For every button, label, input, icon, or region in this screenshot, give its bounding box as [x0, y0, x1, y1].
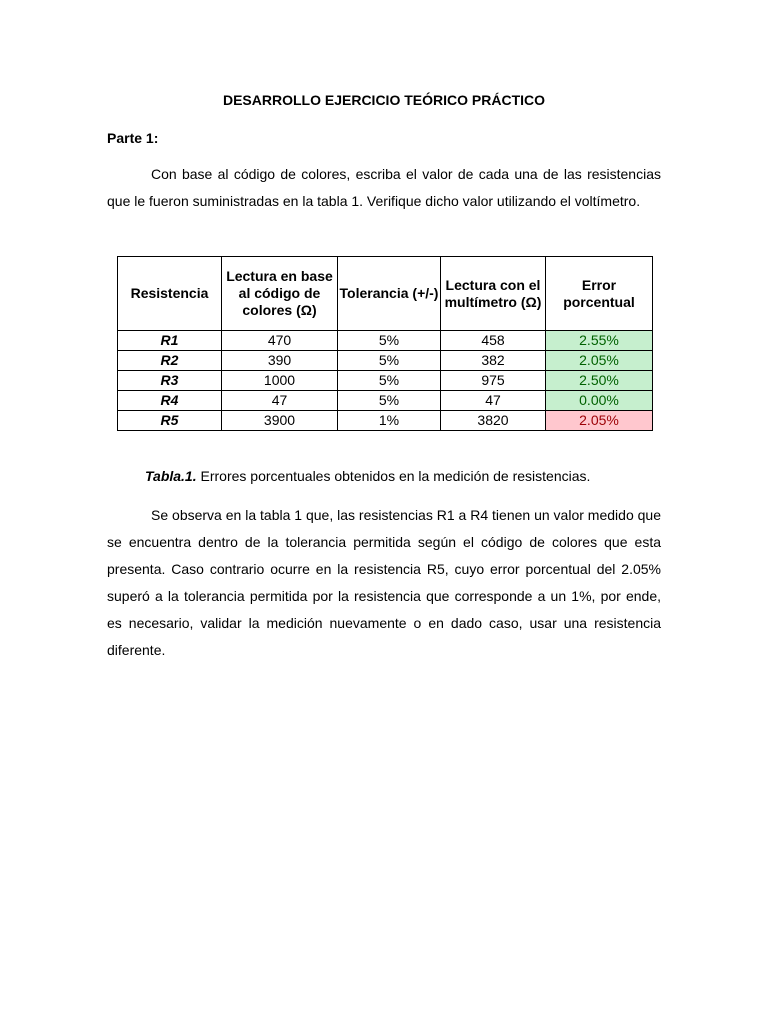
header-tolerance: Tolerancia (+/-) — [338, 257, 441, 331]
section-heading: Parte 1: — [107, 130, 159, 146]
cell-tolerance: 1% — [338, 411, 441, 431]
cell-tolerance: 5% — [338, 331, 441, 351]
cell-tolerance: 5% — [338, 391, 441, 411]
table-caption — [145, 468, 590, 484]
cell-error: 0.00% — [546, 391, 653, 411]
cell-error: 2.50% — [546, 371, 653, 391]
header-code-reading: Lectura en base al código de colores (Ω) — [222, 257, 338, 331]
conclusion-paragraph: Se observa en la tabla 1 que, las resistencias R1 a R4 tienen un valor medido que se encuentra dentro de la tolerancia permitida según el código de colores que esta presenta. Caso contrario ocurre en la resistencia R5, cuyo error porcentual del 2.05% superó a la tolerancia permitida por la resistencia que corresponde a un 1%, por ende, es necesario, validar la medición nuevamente o en dado caso, usar una resistencia diferente. — [107, 507, 661, 658]
cell-name: R1 — [118, 331, 222, 351]
cell-measured: 382 — [441, 351, 546, 371]
cell-tolerance: 5% — [338, 371, 441, 391]
cell-code-value: 390 — [222, 351, 338, 371]
header-resistencia: Resistencia — [118, 257, 222, 331]
caption-label: Tabla.1. — [145, 468, 197, 484]
cell-name: R3 — [118, 371, 222, 391]
cell-code-value: 1000 — [222, 371, 338, 391]
cell-measured: 47 — [441, 391, 546, 411]
cell-error: 2.05% — [546, 351, 653, 371]
cell-code-value: 47 — [222, 391, 338, 411]
cell-measured: 458 — [441, 331, 546, 351]
header-percent-error: Error porcentual — [546, 257, 653, 331]
resistance-table — [117, 256, 653, 431]
cell-measured: 3820 — [441, 411, 546, 431]
table-row — [118, 351, 653, 371]
header-multimeter-reading: Lectura con el multímetro (Ω) — [441, 257, 546, 331]
table-row — [118, 331, 653, 351]
cell-name: R2 — [118, 351, 222, 371]
table-header-row — [118, 257, 653, 331]
intro-paragraph: Con base al código de colores, escriba el valor de cada una de las resistencias que le fueron suministradas en la tabla 1. Verifique dicho valor utilizando el voltímetro. — [107, 166, 661, 209]
table-row — [118, 371, 653, 391]
cell-tolerance: 5% — [338, 351, 441, 371]
table-row — [118, 391, 653, 411]
cell-measured: 975 — [441, 371, 546, 391]
document-title: DESARROLLO EJERCICIO TEÓRICO PRÁCTICO — [222, 92, 546, 108]
cell-error: 2.05% — [546, 411, 653, 431]
cell-code-value: 470 — [222, 331, 338, 351]
caption-text: Errores porcentuales obtenidos en la medición de resistencias. — [196, 468, 591, 484]
cell-name: R5 — [118, 411, 222, 431]
cell-code-value: 3900 — [222, 411, 338, 431]
table-row — [118, 411, 653, 431]
cell-name: R4 — [118, 391, 222, 411]
cell-error: 2.55% — [546, 331, 653, 351]
